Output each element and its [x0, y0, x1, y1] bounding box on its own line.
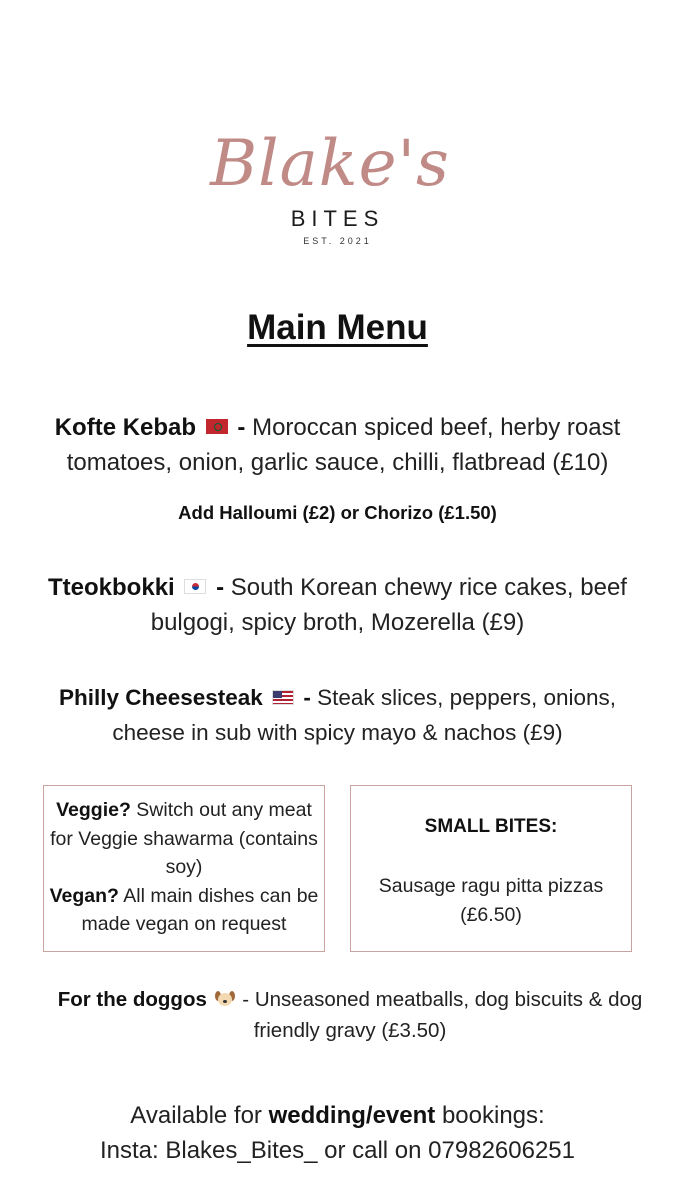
veggie-label: Veggie? — [56, 799, 131, 821]
booking-line — [0, 1098, 675, 1133]
item-description: South Korean chewy rice cakes, beef bulgogi, spicy broth, Mozerella (£9) — [150, 574, 627, 636]
item-name: Kofte Kebab — [54, 414, 197, 441]
doggos-text: - Unseasoned meatballs, dog biscuits & dog friendly gravy (£3.50) — [242, 988, 643, 1042]
booking-highlight: wedding/event — [268, 1102, 436, 1129]
logo-est-text: EST. 2021 — [303, 236, 372, 246]
morocco-flag-icon — [206, 419, 228, 434]
page-title: Main Menu — [247, 308, 428, 347]
booking-suffix: bookings: — [441, 1102, 545, 1129]
booking-footer — [0, 1098, 675, 1168]
dog-face-icon — [215, 990, 235, 1008]
south-korea-flag-icon — [184, 579, 206, 594]
logo-sub-text: BITES — [290, 206, 385, 231]
item-description: Moroccan spiced beef, herby roast tomatoes, onion, garlic sauce, chilli, flatbread (£10) — [66, 414, 621, 476]
brand-logo — [0, 120, 675, 260]
booking-prefix: Available for — [130, 1102, 262, 1129]
item-dash: - — [237, 414, 246, 441]
veggie-note — [44, 796, 324, 882]
doggos-item — [50, 984, 650, 1046]
item-name: Philly Cheesesteak — [58, 685, 263, 710]
item-description: Steak slices, peppers, onions, cheese in sub with spicy mayo & nachos (£9) — [112, 685, 617, 745]
item-dash: - — [303, 685, 311, 710]
usa-flag-icon — [272, 690, 294, 705]
veggie-info-box — [43, 785, 325, 952]
vegan-label: Vegan? — [49, 884, 119, 907]
menu-item-tteokbokki — [20, 570, 655, 640]
doggos-label: For the doggos — [57, 988, 207, 1011]
small-bites-title: SMALL BITES: — [424, 816, 558, 837]
small-bites-box — [350, 785, 632, 952]
veggie-text: Switch out any meat for Veggie shawarma (contains soy) — [50, 799, 318, 878]
menu-item-philly-cheesesteak — [20, 680, 655, 750]
item-dash: - — [216, 574, 225, 601]
menu-item-kofte-kebab — [20, 410, 655, 480]
vegan-note — [44, 882, 324, 939]
logo-script-text: Blake's — [210, 127, 450, 201]
vegan-text: All main dishes can be made vegan on request — [81, 884, 319, 935]
small-bites-description: Sausage ragu pitta pizzas (£6.50) — [378, 875, 604, 926]
addon-note: Add Halloumi (£2) or Chorizo (£1.50) — [178, 502, 497, 523]
item-name: Tteokbokki — [48, 574, 175, 601]
contact-line: Insta: Blakes_Bites_ or call on 07982606251 — [100, 1137, 575, 1164]
